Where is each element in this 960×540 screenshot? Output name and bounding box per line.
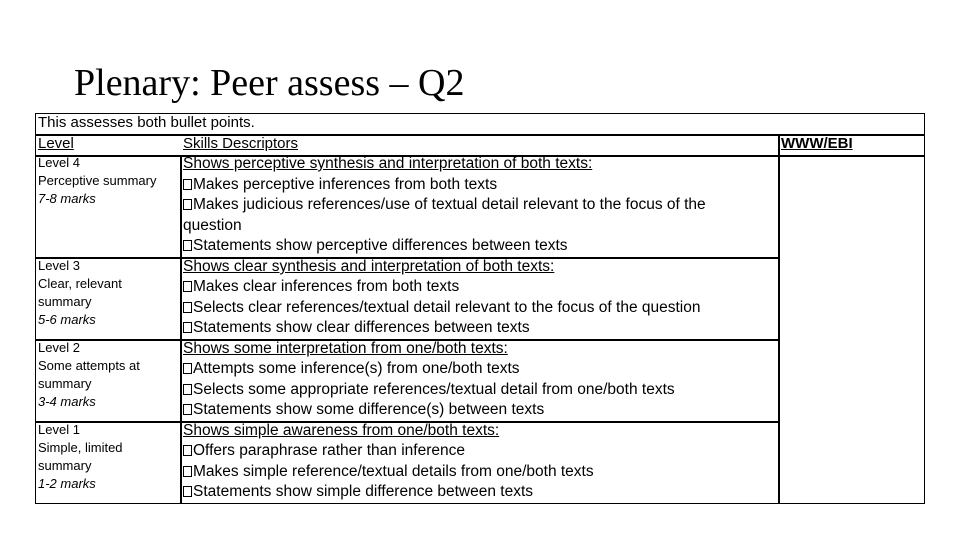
level-column-header: Level [38,135,74,152]
descriptor-bullet: Selects clear references/textual detail relevant to the focus of the question [183,298,701,319]
column-divider [778,134,780,504]
level-summary: Simple, limited [38,440,123,455]
level-marks: 5-6 marks [38,312,96,327]
descriptor-heading: Shows clear synthesis and interpretation of both texts: [183,258,555,275]
checkbox-bullet-icon [183,322,192,333]
checkbox-bullet-icon [183,445,192,456]
checkbox-bullet-icon [183,466,192,477]
descriptor-bullet: Makes perceptive inferences from both texts [183,175,497,196]
checkbox-bullet-icon [183,240,192,251]
level-summary: summary [38,458,92,473]
descriptor-bullet-continuation: question [183,217,242,234]
level-marks: 3-4 marks [38,394,96,409]
descriptor-bullet: Statements show clear differences between texts [183,318,530,339]
descriptor-bullet: Makes clear inferences from both texts [183,277,459,298]
checkbox-bullet-icon [183,486,192,497]
checkbox-bullet-icon [183,302,192,313]
checkbox-bullet-icon [183,363,192,374]
www-ebi-column-header: WWW/EBI [781,135,853,152]
slide-title: Plenary: Peer assess – Q2 [74,62,465,104]
descriptor-bullet: Statements show perceptive differences between texts [183,236,568,257]
descriptor-bullet: Statements show simple difference between texts [183,482,533,503]
descriptor-bullet: Makes judicious references/use of textual detail relevant to the focus of the [183,195,706,216]
level-marks: 7-8 marks [38,191,96,206]
level-summary: summary [38,294,92,309]
checkbox-bullet-icon [183,384,192,395]
level-label: Level 2 [38,340,80,355]
skills-column-header: Skills Descriptors [183,135,299,152]
descriptor-bullet: Offers paraphrase rather than inference [183,441,465,462]
checkbox-bullet-icon [183,404,192,415]
level-summary: Perceptive summary [38,173,157,188]
level-summary: Some attempts at [38,358,140,373]
descriptor-heading: Shows some interpretation from one/both texts: [183,340,508,357]
checkbox-bullet-icon [183,179,192,190]
checkbox-bullet-icon [183,199,192,210]
checkbox-bullet-icon [183,281,192,292]
level-marks: 1-2 marks [38,476,96,491]
column-divider [180,155,182,504]
level-label: Level 1 [38,422,80,437]
descriptor-heading: Shows simple awareness from one/both texts: [183,422,500,439]
descriptor-bullet: Attempts some inference(s) from one/both texts [183,359,520,380]
descriptor-bullet: Selects some appropriate references/textual detail from one/both texts [183,380,675,401]
descriptor-heading: Shows perceptive synthesis and interpretation of both texts: [183,155,593,172]
descriptor-bullet: Makes simple reference/textual details from one/both texts [183,462,594,483]
level-label: Level 4 [38,155,80,170]
level-summary: summary [38,376,92,391]
table-intro: This assesses both bullet points. [38,114,255,131]
level-summary: Clear, relevant [38,276,122,291]
descriptor-bullet: Statements show some difference(s) between texts [183,400,544,421]
level-label: Level 3 [38,258,80,273]
